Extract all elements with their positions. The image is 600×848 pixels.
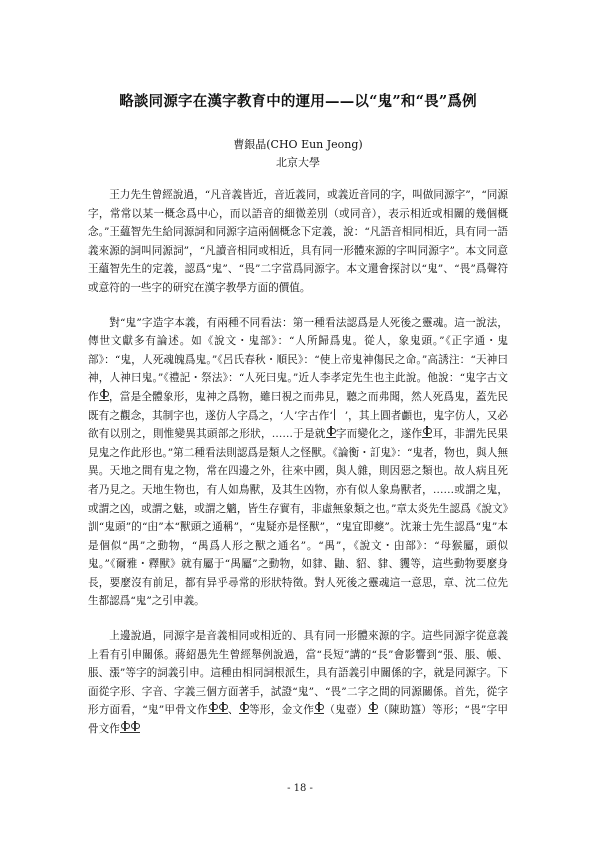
paragraph-cognates-text-c: （鬼壺） <box>324 704 368 717</box>
paragraph-gui-text-d: 字而變化之，遂作 <box>335 428 423 441</box>
paragraph-intro-text: 王力先生曾經說過，“凡音義皆近，音近義同，或義近音同的字，叫做同源字”，“同源字，常常以某一概念爲中心，而以語音的細微差別（或同音），表示相近或相關的幾個概念。”王蘊智先生給同源詞和同源字這兩個概念下定義，說：“凡語音相同相近，具有同一語義來源的詞叫同源詞”，“凡讀音相同或相近，具有同一形體來源的字叫同源字”。本文同意王蘊智先生的定義，認爲“鬼”、“畏”二字當爲同源字。本文還會探討以“鬼”、“畏”爲聲符或意符的一些字的研究在漢字教學方面的價值。 <box>88 189 508 294</box>
paragraph-cognates <box>88 627 508 739</box>
oracle-gui-form-2-icon <box>218 702 228 714</box>
paragraph-gui-meaning <box>88 314 508 612</box>
article-title: 略談同源字在漢字教育中的運用——以“鬼”和“畏”爲例 <box>119 93 477 110</box>
oracle-wei-form-2-icon <box>130 721 140 733</box>
paragraph-intro <box>88 186 508 298</box>
paragraph-gui-text-e: 耳，非謂先民果見鬼之作此形也。”第二種看法則認爲是類人之怪獸。《論衡・訂鬼》：“鬼者，物也，與人無異。天地之間有鬼之物，常在四邊之外，往來中國，與人雜，則因惡之類也。故人病且死者乃見之。天地生物也，有人如鳥獸，及其生凶物，亦有似人象鳥獸者，……或謂之鬼，或謂之凶，或謂之魅，或謂之魑，皆生存實有，非虛無象類之也。”章太炎先生認爲《說文》訓“鬼頭”的“甶”本“獸頭之通稱”，“鬼疑亦是怪獸”，“鬼宜即夔”。沈兼士先生認爲“鬼”本是個似“禺”之動物，“禺爲人形之獸之通名”。“禺”，《說文・甶部》：“母猴屬，頭似鬼。”《爾雅・釋獸》就有屬于“禺屬”之動物，如貄、鼬、貂、貄、貜等，這些動物要麼身長，要麼沒有前足，都有异乎尋常的形狀特徵。對人死後之靈魂這一意思，章、沈二位先生都認爲“鬼”之引申義。 <box>88 428 509 608</box>
paragraph-gui-text-a: 對“鬼”字造字本義，有兩種不同看法：第一種看法認爲是人死後之靈魂。這一說法，傳世文獻多有論述。如《說文・鬼部》：“人所歸爲鬼。從人，象鬼頭。”《正字通・鬼部》：“鬼，人死魂魄爲鬼。”《呂氏春秋・順民》：“使上帝鬼神傷民之命。”高誘注：“天神曰神，人神曰鬼。”《禮記・祭法》：“人死曰鬼。”近人李孝定先生也主此說。他說：“鬼字古文作 <box>88 316 508 403</box>
paragraph-cognates-text-b: 等形，金文作 <box>248 704 315 717</box>
paragraph-cognates-text-a: 上邊說過，同源字是音義相同或相近的、具有同一形體來源的字。這些同源字從意義上看有引申關係。蔣紹愚先生曾經舉例說過，當“長短”講的“長”會影響到“張、脹、帳、脹、漲”等字的詞義引申。這種由相同詞根派生，具有語義引申關係的字，就是同源字。下面從字形、字音、字義三個方面著手，試證“鬼”、“畏”二字之間的同源關係。首先，從字形方面看，“鬼”甲骨文作 <box>88 630 508 717</box>
author-name: 曹銀晶(CHO Eun Jeong) <box>233 138 363 151</box>
oracle-gui-glyph-2-icon <box>326 426 336 438</box>
paragraph-gui-text-c: ’，其上圓者顱也，鬼字仿人，又必欲有以別之，則惟變異其頭部之形狀，……于是就 <box>88 409 508 441</box>
oracle-gui-form-1-icon <box>208 702 218 714</box>
bronze-gui-form-2-icon <box>368 702 378 714</box>
paragraph-cognates-text-d: （陳助簋）等形；“畏”字甲骨文作 <box>88 704 509 736</box>
paragraph-gui-text-b: ，當是全體象形，鬼神之爲物，雖曰視之而弗見，聽之而弗聞，然人死爲鬼，蓋先民既有之觀念，其制字也，遂仿人字爲之，‘人’字古作‘ <box>88 390 509 422</box>
article-body <box>88 92 508 755</box>
bronze-gui-form-1-icon <box>314 702 324 714</box>
page-number: - 18 - <box>287 783 313 794</box>
paragraph-cognates-sep: 、 <box>227 704 239 717</box>
oracle-gui-glyph-3-icon <box>422 426 432 438</box>
oracle-gui-glyph-icon <box>99 389 109 401</box>
author-affiliation: 北京大學 <box>276 156 320 169</box>
oracle-ren-glyph-icon <box>334 409 344 420</box>
oracle-wei-form-1-icon <box>120 721 130 733</box>
oracle-gui-form-3-icon <box>239 702 249 714</box>
